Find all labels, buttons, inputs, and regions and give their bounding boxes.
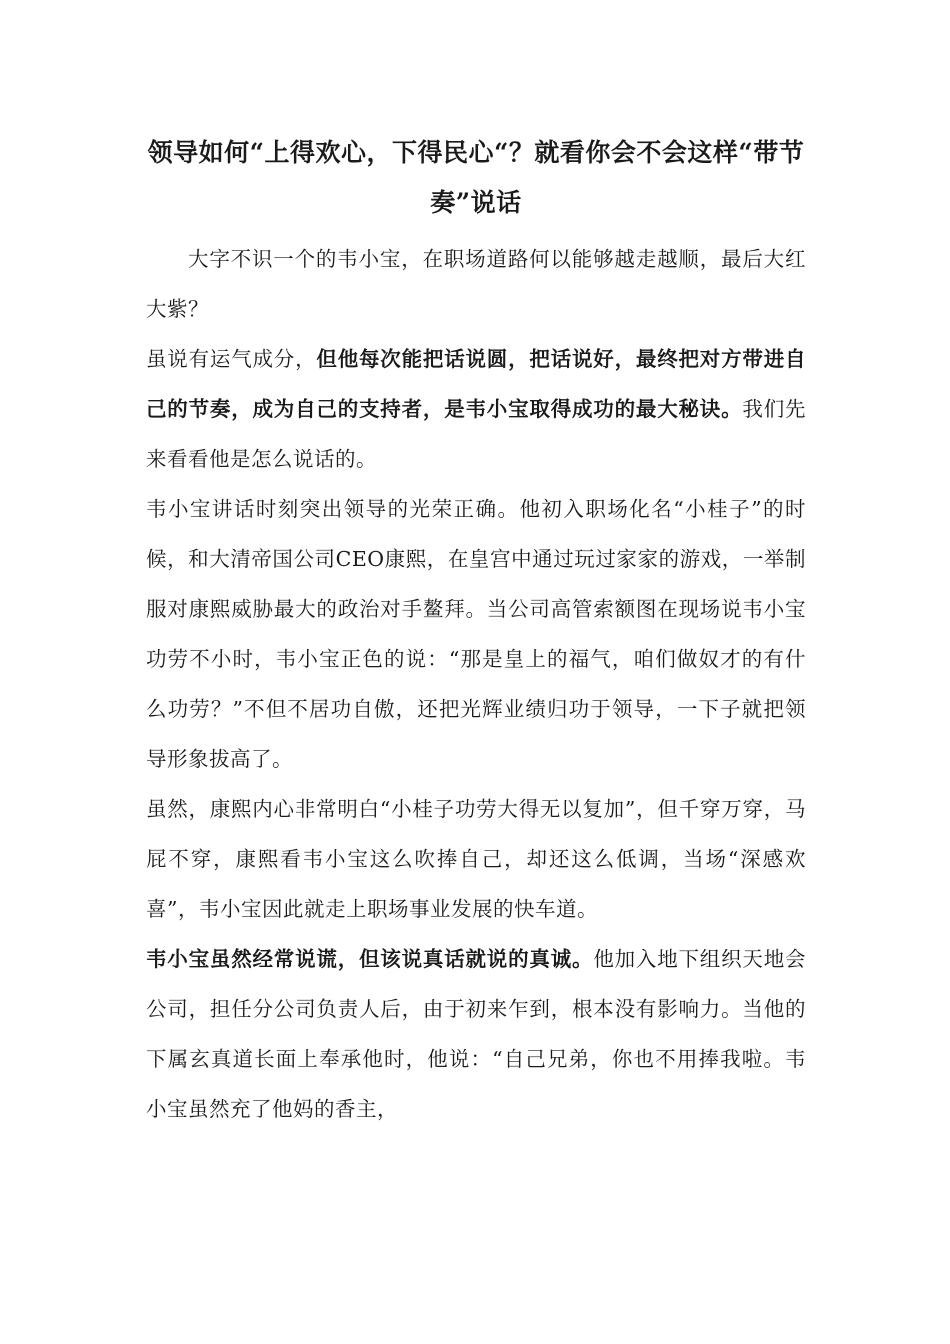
paragraph-secret-tail: 我们先来看看他是怎么说话的。 [146, 397, 807, 471]
document-page [146, 128, 806, 1134]
paragraph-secret-lead: 虽说有运气成分， [146, 347, 317, 371]
document-title: 领导如何“上得欢心，下得民心“？就看你会不会这样“带节奏”说话 [147, 138, 805, 217]
paragraph-sincerity-bold: 韦小宝虽然经常说谎，但该说真话就说的真诚。 [146, 947, 594, 971]
paragraph-credit-leader: 韦小宝讲话时刻突出领导的光荣正确。他初入职场化名“小桂子”的时候，和大清帝国公司CEO康熙，在皇宫中通过玩过家家的游戏，一举制服对康熙威胁最大的政治对手鳌拜。当公司高管索额图在现场说韦小宝功劳不小时，韦小宝正色的说：“那是皇上的福气，咱们做奴才的有什么功劳？”不但不居功自傲，还把光辉业绩归功于领导，一下子就把领导形象拔高了。 [146, 497, 806, 771]
paragraph-secret [146, 334, 806, 484]
paragraph-sincerity-tail: 他加入地下组织天地会公司，担任分公司负责人后，由于初来乍到，根本没有影响力。当他的下属玄真道长面上奉承他时，他说：“自己兄弟，你也不用捧我啦。韦小宝虽然充了他妈的香主， [146, 947, 807, 1121]
paragraph-kangxi-pleased: 虽然，康熙内心非常明白“小桂子功劳大得无以复加”，但千穿万穿，马屁不穿，康熙看韦小宝这么吹捧自己，却还这么低调，当场“深感欢喜”，韦小宝因此就走上职场事业发展的快车道。 [146, 797, 806, 921]
paragraph-intro: 大字不识一个的韦小宝，在职场道路何以能够越走越顺，最后大红大紫？ [146, 247, 806, 321]
paragraph-sincerity [146, 934, 806, 1134]
paragraph-secret-bold: 但他每次能把话说圆，把话说好，最终把对方带进自己的节奏，成为自己的支持者，是韦小宝取得成功的最大秘诀。 [146, 347, 807, 421]
